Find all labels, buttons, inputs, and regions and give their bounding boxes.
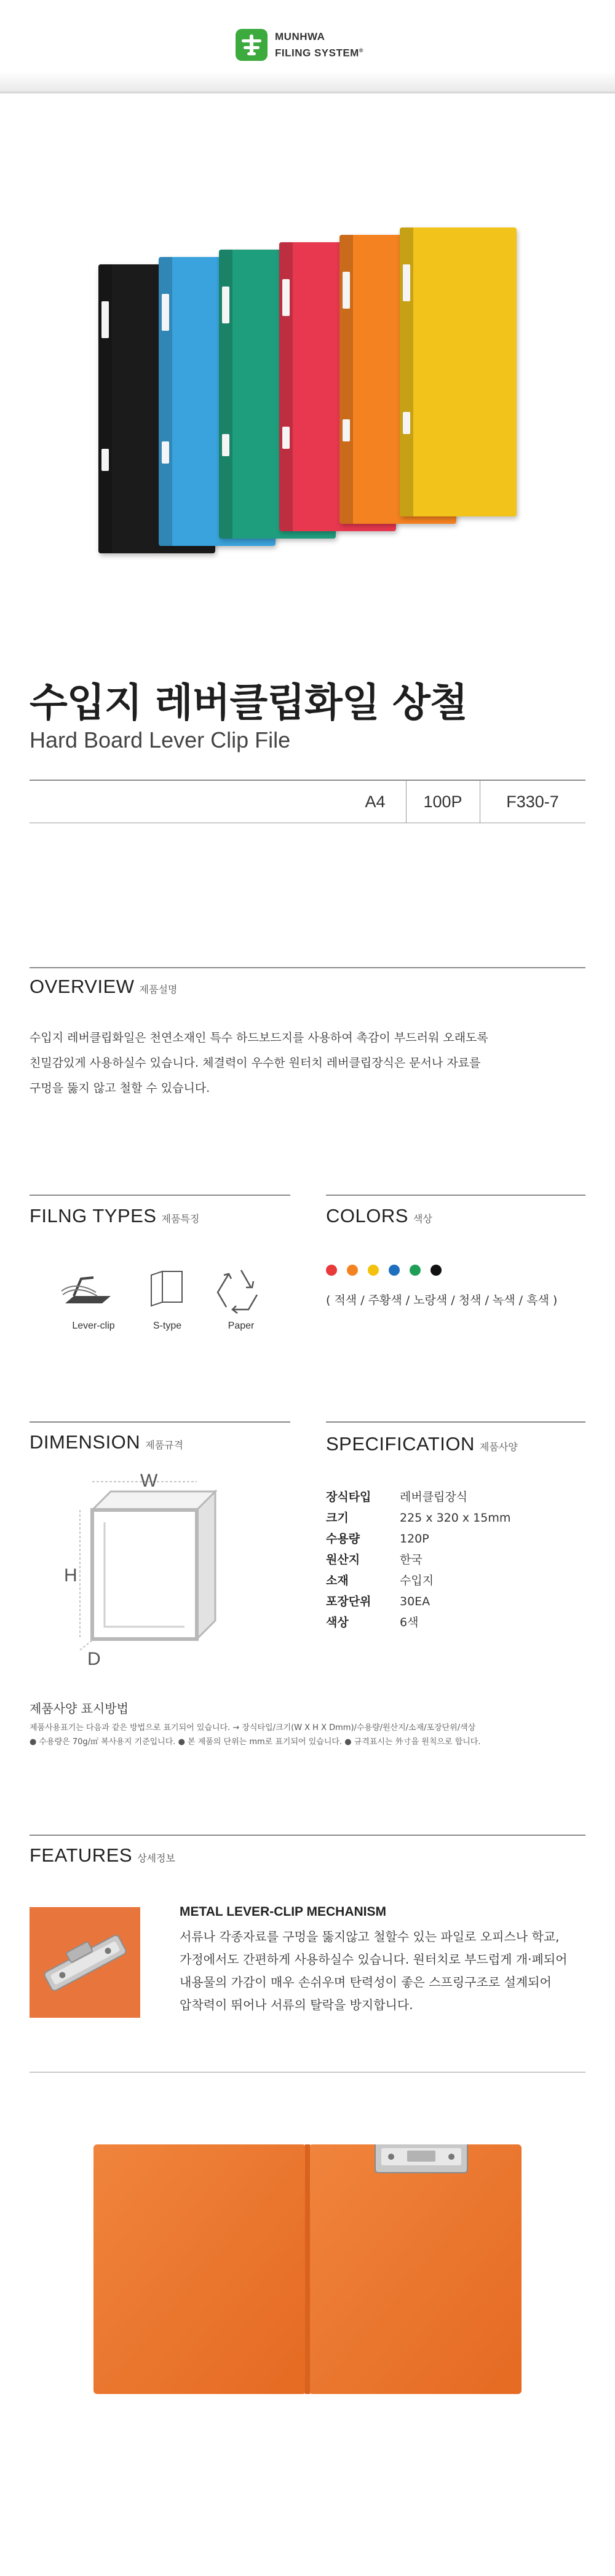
brand-line-1: MUNHWA (275, 30, 325, 42)
overview-subheading: 제품설명 (139, 984, 178, 995)
lever-clip-photo (30, 1907, 140, 2018)
spec-size: A4 (365, 792, 386, 811)
filing-type-label: Paper (228, 1321, 255, 1331)
feature-line: 서류나 각종자료를 구멍을 뚫지않고 철할수 있는 파일로 오피스나 학교, (180, 1929, 560, 1944)
overview-divider (30, 967, 585, 968)
product-title-ko: 수입지 레버클립화일 상철 (30, 681, 467, 726)
filing-types-heading: FILNG TYPES 제품특징 (30, 1205, 200, 1227)
colors-subheading: 색상 (413, 1213, 432, 1225)
feature-description (180, 1926, 585, 2017)
spec-row (326, 1549, 510, 1570)
overview-line: 수입지 레버클립화일은 천연소재인 특수 하드보드지를 사용하여 촉감이 부드러워 오래도록 (30, 1031, 488, 1045)
dimension-diagram (64, 1471, 228, 1670)
product-title-en: Hard Board Lever Clip File (30, 727, 291, 753)
spec-key: 수용량 (326, 1532, 360, 1546)
colors-divider (326, 1195, 585, 1196)
registered-mark: ® (359, 47, 363, 53)
specification-subheading: 제품사양 (479, 1441, 518, 1453)
notes-line: 제품사용표기는 다음과 같은 방법으로 표기되어 있습니다. → 장식타입/크기(W X H X Dmm)/수용량/원산지/소재/포장단위/색상 (30, 1723, 476, 1732)
overview-line: 구멍을 뚫지 않고 철할 수 있습니다. (30, 1081, 210, 1095)
spec-key: 원산지 (326, 1553, 360, 1567)
spec-key: 크기 (326, 1511, 349, 1525)
brand-logo[interactable] (236, 29, 363, 61)
notes-title: 제품사양 표시방법 (30, 1701, 129, 1716)
spec-value: 레버클립장식 (400, 1490, 468, 1504)
spec-value: 30EA (400, 1595, 430, 1608)
brand-line-2: FILING SYSTEM (275, 47, 359, 59)
spec-value: 한국 (400, 1553, 423, 1567)
color-swatch[interactable] (389, 1265, 400, 1276)
dimension-divider (30, 1421, 290, 1423)
colors-text: ( 적색 / 주황색 / 노랑색 / 청색 / 녹색 / 흑색 ) (326, 1294, 558, 1307)
color-swatch[interactable] (368, 1265, 379, 1276)
overview-description (30, 1025, 571, 1101)
spec-value: 120P (400, 1532, 429, 1546)
binder-6 (400, 227, 517, 516)
features-subheading: 상세정보 (137, 1852, 175, 1864)
spec-pages: 100P (423, 792, 462, 811)
overview-heading: OVERVIEW 제품설명 (30, 976, 178, 997)
color-swatch[interactable] (347, 1265, 358, 1276)
filing-types-subheading: 제품특징 (161, 1213, 200, 1225)
features-divider (30, 1835, 585, 1836)
spec-row (326, 1591, 510, 1612)
spec-value: 6색 (400, 1616, 419, 1629)
site-header (0, 0, 615, 93)
spec-key: 포장단위 (326, 1595, 371, 1608)
spec-row (326, 1612, 510, 1633)
spec-code: F330-7 (506, 792, 559, 811)
spec-row (326, 1570, 510, 1591)
notes-line: ● 수용량은 70g/㎡ 복사용지 기준입니다. ● 본 제품의 단위는 mm로 표기되어 있습니다. ● 규격표시는 外寸을 원칙으로 합니다. (30, 1737, 481, 1747)
filing-type-label: Lever-clip (72, 1321, 115, 1331)
dimension-subheading: 제품규격 (145, 1439, 184, 1451)
color-swatch[interactable] (430, 1265, 442, 1276)
overview-line: 친밀감있게 사용하실수 있습니다. 체결력이 우수한 원터치 레버클립장식은 문서나 자료를 (30, 1056, 481, 1070)
spec-value: 225 x 320 x 15mm (400, 1511, 511, 1525)
specification-divider (326, 1421, 585, 1423)
feature-line: 내용물의 가감이 매우 손쉬우며 탄력성이 좋은 스프링구조로 설계되어 (180, 1975, 552, 1989)
open-folder-image (93, 2144, 522, 2394)
color-swatch[interactable] (326, 1265, 337, 1276)
product-hero-image (98, 227, 517, 547)
feature-line: 가정에서도 간편하게 사용하실수 있습니다. 원터치로 부드럽게 개·폐되어 (180, 1952, 568, 1967)
spec-key: 색상 (326, 1616, 349, 1629)
spec-key: 장식타입 (326, 1490, 371, 1504)
dimension-d-label: D (87, 1649, 101, 1669)
features-heading: FEATURES 상세정보 (30, 1844, 175, 1866)
colors-heading: COLORS 색상 (326, 1205, 432, 1227)
filing-type-label: S-type (153, 1321, 182, 1331)
spec-key: 소재 (326, 1574, 349, 1587)
spec-value: 수입지 (400, 1574, 434, 1587)
specification-table (326, 1487, 510, 1633)
color-swatch[interactable] (410, 1265, 421, 1276)
spec-row (326, 1487, 510, 1507)
spec-row (326, 1528, 510, 1549)
dimension-h-label: H (64, 1565, 77, 1586)
spec-row (326, 1507, 510, 1528)
feature-line: 압착력이 뛰어나 서류의 탈락을 방지합니다. (180, 1997, 413, 2012)
color-swatches (326, 1265, 451, 1276)
filing-types-divider (30, 1195, 290, 1196)
specification-heading: SPECIFICATION 제품사양 (326, 1433, 518, 1455)
dimension-w-label: W (140, 1471, 158, 1491)
munhwa-logo-icon (236, 29, 268, 61)
dimension-heading: DIMENSION 제품규격 (30, 1431, 184, 1453)
feature-title: METAL LEVER-CLIP MECHANISM (180, 1905, 387, 1919)
